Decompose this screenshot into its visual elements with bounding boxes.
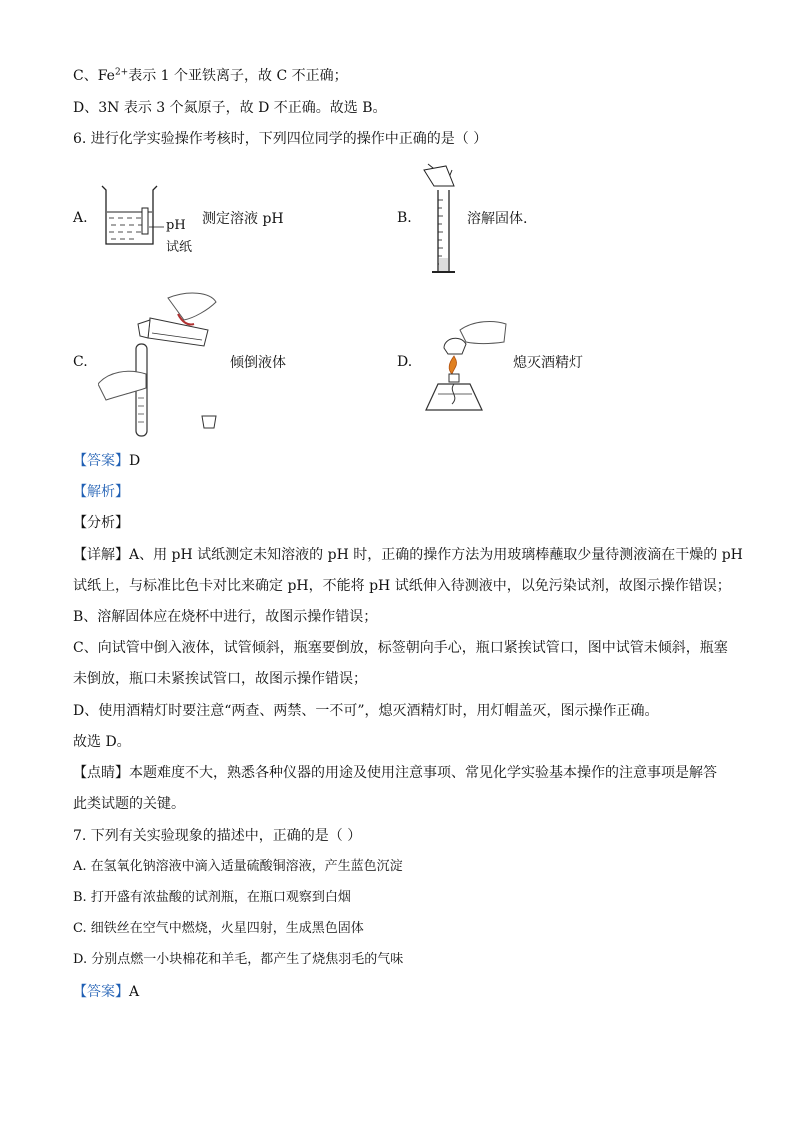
question-7-stem: 7. 下列有关实验现象的描述中，正确的是（ ） — [73, 828, 362, 844]
detail-line: C、向试管中倒入液体，试管倾斜，瓶塞要倒放，标签朝向手心，瓶口紧挨试管口，图中试管未倾斜，瓶塞 — [73, 640, 728, 656]
graduated-cylinder-figure — [418, 160, 466, 278]
option-d-caption: 熄灭酒精灯 — [513, 355, 583, 371]
detail-line — [73, 545, 743, 565]
line-part: C、Fe — [73, 68, 115, 84]
answer-tag: 【答案】 — [73, 984, 129, 1000]
beaker-ph-figure — [98, 180, 173, 252]
question-7-option-c: C. 细铁丝在空气中燃烧，火星四射，生成黑色固体 — [73, 921, 364, 936]
option-a-label: A. — [73, 210, 88, 226]
alcohol-lamp-figure — [418, 314, 510, 418]
answer-7-line — [73, 982, 139, 1002]
superscript: 2+ — [114, 67, 129, 78]
text-line: D、3N 表示 3 个氮原子，故 D 不正确。故选 B。 — [73, 100, 387, 116]
detail-text: A、用 pH 试纸测定未知溶液的 pH 时，正确的操作方法为用玻璃棒蘸取少量待测液滴在干燥的 pH — [129, 547, 743, 563]
paper-label: 试纸 — [166, 240, 193, 255]
option-c-label: C. — [73, 354, 88, 370]
detail-line: 故选 D。 — [73, 734, 131, 750]
fenxi-tag: 【分析】 — [73, 515, 129, 531]
question-7-option-d: D. 分别点燃一小块棉花和羊毛，都产生了烧焦羽毛的气味 — [73, 952, 404, 967]
line-part: 表示 1 个亚铁离子，故 C 不正确； — [128, 68, 348, 84]
answer-value: A — [129, 984, 140, 1000]
option-b-label: B. — [397, 210, 412, 226]
answer-value: D — [129, 453, 141, 469]
answer-6-line — [73, 451, 140, 471]
question-7-option-b: B. 打开盛有浓盐酸的试剂瓶，在瓶口观察到白烟 — [73, 890, 351, 905]
text-line — [73, 66, 348, 86]
comment-line — [73, 763, 717, 783]
comment-text: 本题难度不大，熟悉各种仪器的用途及使用注意事项、常见化学实验基本操作的注意事项是解答 — [129, 765, 717, 781]
question-6-stem: 6. 进行化学实验操作考核时，下列四位同学的操作中正确的是（ ） — [73, 131, 488, 147]
detail-tag: 【详解】 — [73, 547, 129, 563]
option-d-label: D. — [397, 354, 413, 370]
question-7-option-a: A. 在氢氧化钠溶液中滴入适量硫酸铜溶液，产生蓝色沉淀 — [73, 859, 403, 874]
pouring-liquid-figure — [98, 288, 228, 440]
option-c-caption: 倾倒液体 — [230, 355, 286, 371]
analysis-tag: 【解析】 — [73, 484, 129, 500]
option-b-caption: 溶解固体. — [467, 211, 528, 227]
ph-label: pH — [166, 218, 186, 233]
detail-line: 试纸上，与标准比色卡对比来确定 pH，不能将 pH 试纸伸入待测液中，以免污染试剂，故图示操作错误； — [73, 578, 731, 594]
detail-line: D、使用酒精灯时要注意“两查、两禁、一不可”，熄灭酒精灯时，用灯帽盖灭，图示操作正确。 — [73, 703, 659, 719]
option-a-caption: 测定溶液 pH — [202, 211, 284, 227]
answer-tag: 【答案】 — [73, 453, 129, 469]
detail-line: 未倒放，瓶口未紧挨试管口，故图示操作错误； — [73, 671, 367, 687]
comment-tag: 【点睛】 — [73, 765, 129, 781]
comment-line: 此类试题的关键。 — [73, 796, 185, 812]
detail-line: B、溶解固体应在烧杯中进行，故图示操作错误； — [73, 609, 378, 625]
